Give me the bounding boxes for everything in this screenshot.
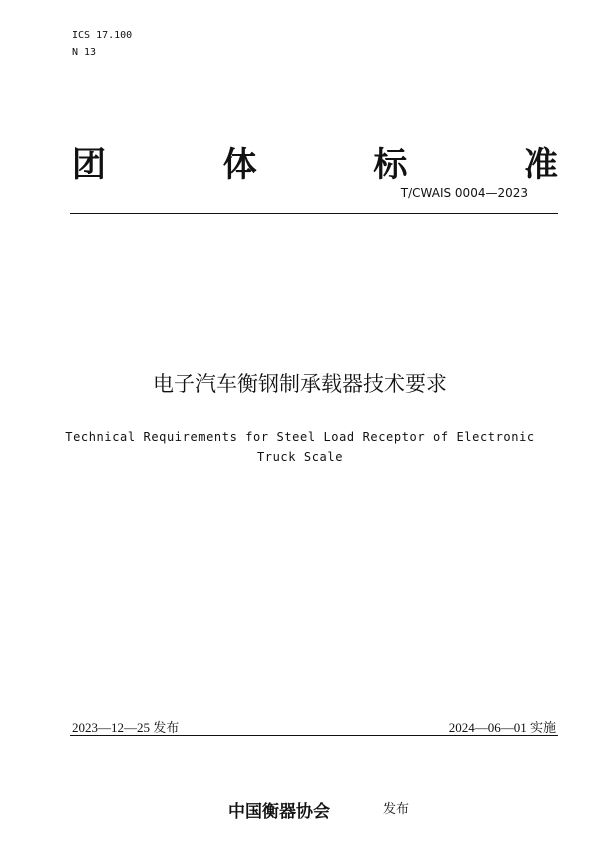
standard-type-char: 准	[523, 145, 558, 185]
standard-number: T/CWAIS 0004—2023	[400, 186, 528, 200]
standard-type-heading	[72, 137, 558, 186]
standard-type-char: 团	[72, 145, 106, 185]
publisher-name: 中国衡器协会	[228, 802, 330, 822]
title-english: Technical Requirements for Steel Load Receptor of Electronic Truck Scale	[65, 430, 535, 464]
ccs-code: N 13	[72, 47, 97, 58]
ics-code: ICS 17.100	[72, 30, 133, 41]
issue-date: 2023—12—25 发布	[72, 720, 180, 735]
title-chinese: 电子汽车衡钢制承载器技术要求	[153, 372, 447, 396]
standard-type-char: 标	[373, 145, 408, 185]
implementation-date: 2024—06—01 实施	[448, 720, 556, 735]
standard-type-char: 体	[222, 145, 257, 185]
header-divider	[70, 213, 558, 214]
footer-divider	[70, 735, 558, 736]
publish-label: 发布	[383, 802, 410, 817]
